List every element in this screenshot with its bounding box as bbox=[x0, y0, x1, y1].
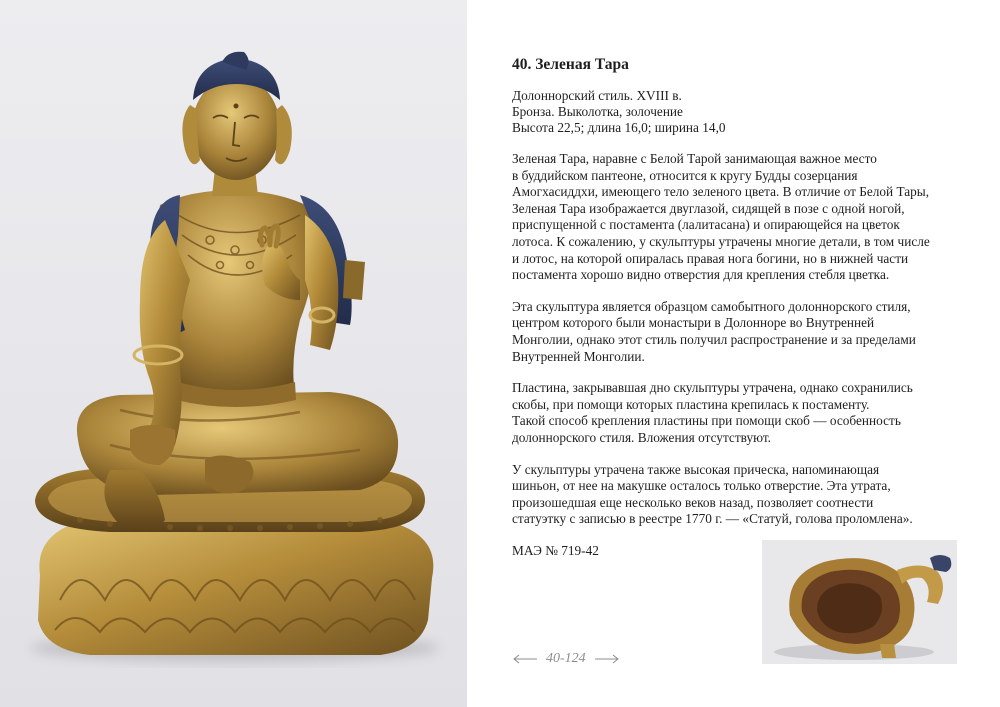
description-paragraph: У скульптуры утрачена также высокая прическа, напоминающая шиньон, от нее на макушке осталось только отверстие. Эта утрата, произошедшая еще несколько веков назад, позволяет соотнести статуэтку с записью в реестре 1770 г. — «Статуй, голова проломлена». bbox=[512, 461, 913, 527]
description-paragraph: Пластина, закрывавшая дно скульптуры утрачена, однако сохранились скобы, при помощи которых пластина крепилась к постаменту. Такой способ крепления пластины при помощи скоб — особенность долоннорского стиля. Вложения отсутствуют. bbox=[512, 380, 913, 445]
page-navigation bbox=[512, 650, 620, 668]
meta-style-date: Долоннорский стиль. XVIII в. bbox=[512, 88, 682, 103]
green-tara-statue-image bbox=[0, 0, 467, 707]
description-paragraph: Эта скульптура является образцом самобытного долоннорского стиля, центром которого были монастыри в Долонноре во Внутренней Монголии, однако этот стиль получил распространение и за пределами Внутренней Монголии. bbox=[512, 298, 916, 364]
statue-photo-panel bbox=[0, 0, 467, 707]
meta-material-technique: Бронза. Выколотка, золочение bbox=[512, 104, 683, 119]
entry-meta bbox=[512, 88, 962, 136]
arrow-right-icon[interactable] bbox=[594, 654, 620, 664]
entry-title: 40. Зеленая Тара bbox=[512, 56, 629, 73]
arrow-left-icon[interactable] bbox=[512, 654, 538, 664]
detail-photo-thumbnail bbox=[762, 540, 957, 664]
entry-text-column bbox=[512, 56, 962, 559]
page-number: 40-124 bbox=[546, 651, 586, 666]
meta-dimensions: Высота 22,5; длина 16,0; ширина 14,0 bbox=[512, 120, 726, 135]
catalog-number: МАЭ № 719-42 bbox=[512, 542, 599, 558]
description-paragraph: Зеленая Тара, наравне с Белой Тарой занимающая важное место в буддийском пантеоне, относится к кругу Будды созерцания Амогхасиддхи, имеющего тело зеленого цвета. В отличие от Белой Тары, Зеленая Тара изображается двуглазой, сидящей в позе с одной ногой, приспущенной с постамента (лалитасана) и опирающейся на цветок лотоса. К сожалению, у скульптуры утрачены многие детали, в том числе и лотос, на которой опиралась правая нога богини, но в нижней части постамента хорошо видно отверстия для крепления стебля цветка. bbox=[512, 151, 930, 283]
statue-base-detail-image bbox=[762, 540, 957, 664]
